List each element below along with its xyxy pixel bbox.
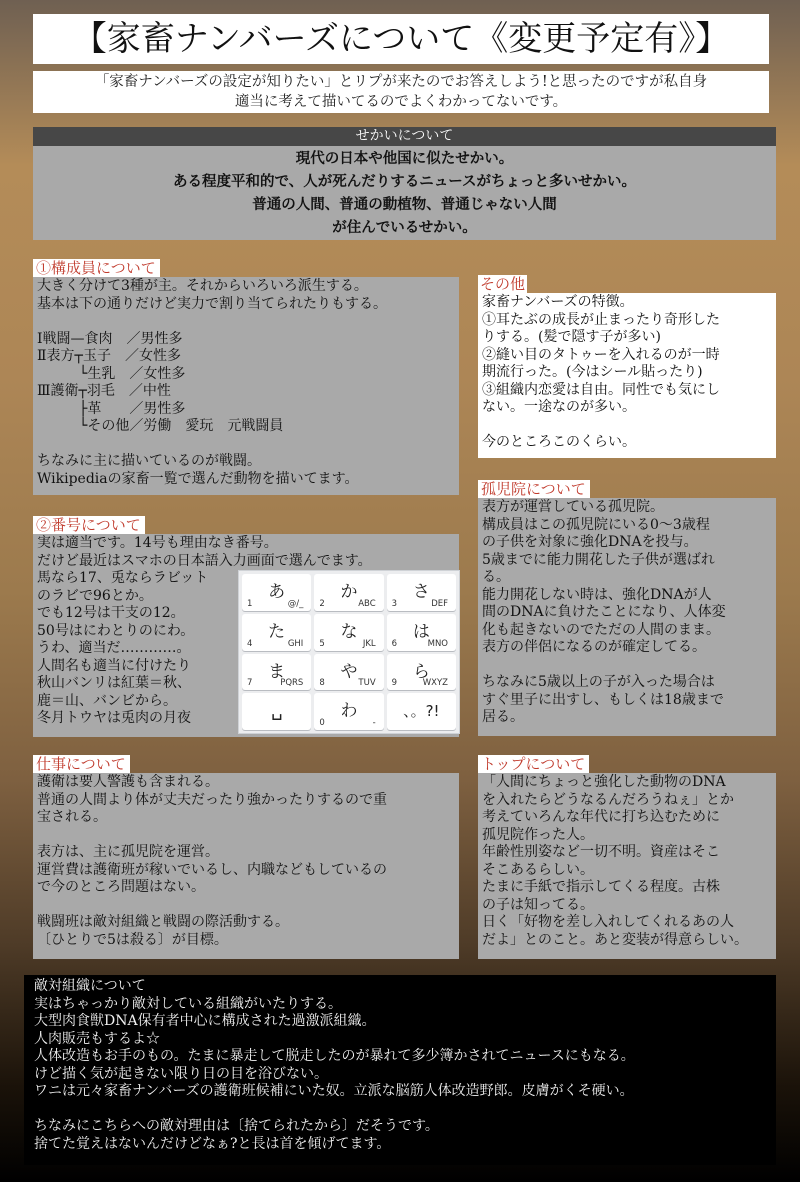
work-line: 宝される。 [37,809,107,825]
other-line: ③組織内恋愛は自由。同性でも気にし [482,381,720,398]
space-key-icon: ␣ [242,693,311,730]
top-panel [478,773,776,959]
other-line: りする。(髪で隠す子が多い) [482,329,661,345]
other-line: 今のところこのくらい。 [482,434,636,450]
members-panel [33,277,459,495]
enemy-panel [24,975,776,1165]
key-ma: ま 7 PQRS [242,654,311,691]
orphanage-line: すぐ里子に出すし、もしくは18歳まで [482,691,724,708]
world-line: 普通の人間、普通の動植物、普通じゃない人間 [252,197,557,213]
top-line: 「人間にちょっと強化した動物のDNA [482,774,726,790]
enemy-line: 大型肉食獣DNA保有者中心に構成された過激派組織。 [34,1013,376,1029]
orphanage-line: の子供を対象に強化DNAを投与。 [482,534,698,550]
orphanage-line: 表方の伴侶になるのが確定してる。 [482,639,706,655]
numbers-line: 50号はにわとりのにわ。 [37,622,195,639]
enemy-heading: 敵対組織について [34,978,146,994]
world-body [33,146,776,240]
key-wa: わ 0 - [314,693,383,730]
members-line: ちなみに主に描いているのが戦闘。 [37,453,261,469]
top-line: を入れたらどうなるんだろうねぇ」とか [482,791,734,808]
intro-line: 適当に考えて描いてるのでよくわかってないです。 [234,94,568,110]
world-line: ある程度平和的で、人が死んだりするニュースがちょっと多いせかい。 [173,174,636,190]
enemy-line: 人肉販売もするよ☆ [34,1030,160,1047]
other-line: 期流行った。(今はシール貼ったり) [482,364,703,380]
key-ya: や 8 TUV [314,654,383,691]
work-line: 戦闘班は敵対組織と戦闘の際活動する。 [37,914,289,930]
orphanage-line: ちなみに5歳以上の子が入った場合は [482,674,715,690]
orphanage-line: る。 [482,569,510,585]
members-line: 基本は下の通りだけど実力で割り当てられたりもする。 [37,295,387,312]
work-line: で今のところ問題はない。 [37,879,205,895]
flick-keyboard-image [238,570,460,734]
work-panel [33,773,459,959]
top-line: 孤児院作った人。 [482,826,594,843]
other-line: ②縫い目のタトゥーを入れるのが一時 [482,346,720,363]
enemy-line: ワニは元々家畜ナンバーズの護衛班候補にいた奴。立派な脳筋人体改造野郎。皮膚がくそ硬い。 [34,1083,634,1099]
orphanage-line: 5歳までに能力開花した子供が選ばれ [482,551,715,568]
intro-box [33,71,769,113]
members-heading: ①構成員について [33,259,160,277]
numbers-heading: ②番号について [33,516,145,534]
enemy-line: 実はちゃっかり敵対している組織がいたりする。 [34,995,342,1012]
other-heading: その他 [480,275,526,293]
top-line: の子は知ってる。 [482,896,594,913]
numbers-line: でも12号は干支の12。 [37,605,185,621]
world-line: が住んでいるせかい。 [332,220,477,236]
top-line: 年齢性別姿など一切不明。資産はそこ [482,844,720,860]
work-line: 護衛は要人警護も含まれる。 [37,774,219,790]
top-heading: トップについて [478,755,589,773]
numbers-line: だけど最近はスマホの日本語入力画面で選んでます。 [37,552,372,569]
punctuation-key: 、。?! [387,693,456,730]
orphanage-line: 能力開花しない時は、強化DNAが人 [482,586,712,603]
orphanage-line: 居る。 [482,709,524,725]
tree-line: └生乳 ／女性多 [37,365,186,382]
other-line: ①耳たぶの成長が止まったり奇形した [482,311,720,328]
page-title: 【家畜ナンバーズについて《変更予定有》】 [33,14,769,64]
orphanage-line: 構成員はこの孤児院にいる0～3歳程 [482,516,710,533]
orphanage-line: 化も起きないのでただの人間のまま。 [482,621,720,638]
other-line: ない。一途なのが多い。 [482,399,636,415]
enemy-line: 人体改造もお手のもの。たまに暴走して脱走したのが暴れて多少簿かされてニュースにもなる。 [34,1048,635,1064]
work-line: 表方は、主に孤児院を運営。 [37,844,219,860]
tree-line: ├革 ／男性多 [37,400,186,417]
enemy-line: ちなみにこちらへの敵対理由は〔捨てられたから〕だそうです。 [34,1118,439,1134]
top-line: 考えていろんな年代に打ち込むために [482,809,720,825]
members-line: 大きく分けて3種が主。それからいろいろ派生する。 [37,278,368,294]
orphanage-panel [478,498,776,736]
members-tree [37,331,455,436]
tree-line: Ⅲ護衛┬羽毛 ／中性 [37,383,171,399]
numbers-line: 馬なら17、兎ならラビット [37,570,209,586]
key-ra: ら 9 WXYZ [387,654,456,691]
orphanage-line: 表方が運営している孤児院。 [482,499,664,515]
key-sa: さ 3 DEF [387,574,456,611]
numbers-line: 冬月トウヤは兎肉の月夜 [37,710,191,726]
key-ha: は 6 MNO [387,614,456,651]
world-heading: せかいについて [33,127,776,146]
other-line: 家畜ナンバーズの特徴。 [482,294,634,310]
numbers-line: 鹿＝山、バンビから。 [37,692,177,709]
other-panel [478,293,776,458]
tree-line: └その他／労働 愛玩 元戦闘員 [37,418,284,434]
top-line: 日く「好物を差し入れしてくれるあの人 [482,914,734,930]
work-heading: 仕事について [33,755,130,773]
members-line: Wikipediaの家畜一覧で選んだ動物を描いてます。 [37,470,359,487]
numbers-line: 秋山バンリは紅葉＝秋、 [37,675,191,691]
work-line: 普通の人間より体が丈夫だったり強かったりするので重 [37,791,387,808]
intro-line: 「家畜ナンバーズの設定が知りたい」とリプが来たのでお答えしよう!と思ったのですが私自身 [94,74,708,90]
key-na: な 5 JKL [314,614,383,651]
numbers-line: 人間名も適当に付けたり [37,657,191,674]
orphanage-heading: 孤児院について [478,480,590,498]
key-a: あ 1 @/_ [242,574,311,611]
numbers-line: 実は適当です。14号も理由なき番号。 [37,535,278,551]
key-ta: た 4 GHI [242,614,311,651]
numbers-line: のラビで96とか。 [37,587,153,604]
tree-line: Ⅱ表方┬玉子 ／女性多 [37,348,181,364]
enemy-line: けど描く気が起きない限り日の目を浴びない。 [34,1065,328,1082]
work-line: 運営費は護衛班が稼いでいるし、内職などもしているの [37,861,387,878]
key-ka: か 2 ABC [314,574,383,611]
world-line: 現代の日本や他国に似たせかい。 [295,151,514,167]
tree-line: Ⅰ戦闘—食肉 ／男性多 [37,330,183,347]
top-line: そこあるらしい。 [482,861,594,878]
top-line: だよ」とのこと。あと変装が得意らしい。 [482,931,748,948]
orphanage-line: 間のDNAに負けたことになり、人体変 [482,604,726,620]
top-line: たまに手紙で指示してくる程度。古株 [482,879,720,895]
numbers-line: うわ、適当だ…………。 [37,640,191,656]
enemy-line: 捨てた覚えはないんだけどなぁ?と長は首を傾げてます。 [34,1135,391,1152]
work-line: 〔ひとりで5は殺る〕が目標。 [37,931,228,948]
